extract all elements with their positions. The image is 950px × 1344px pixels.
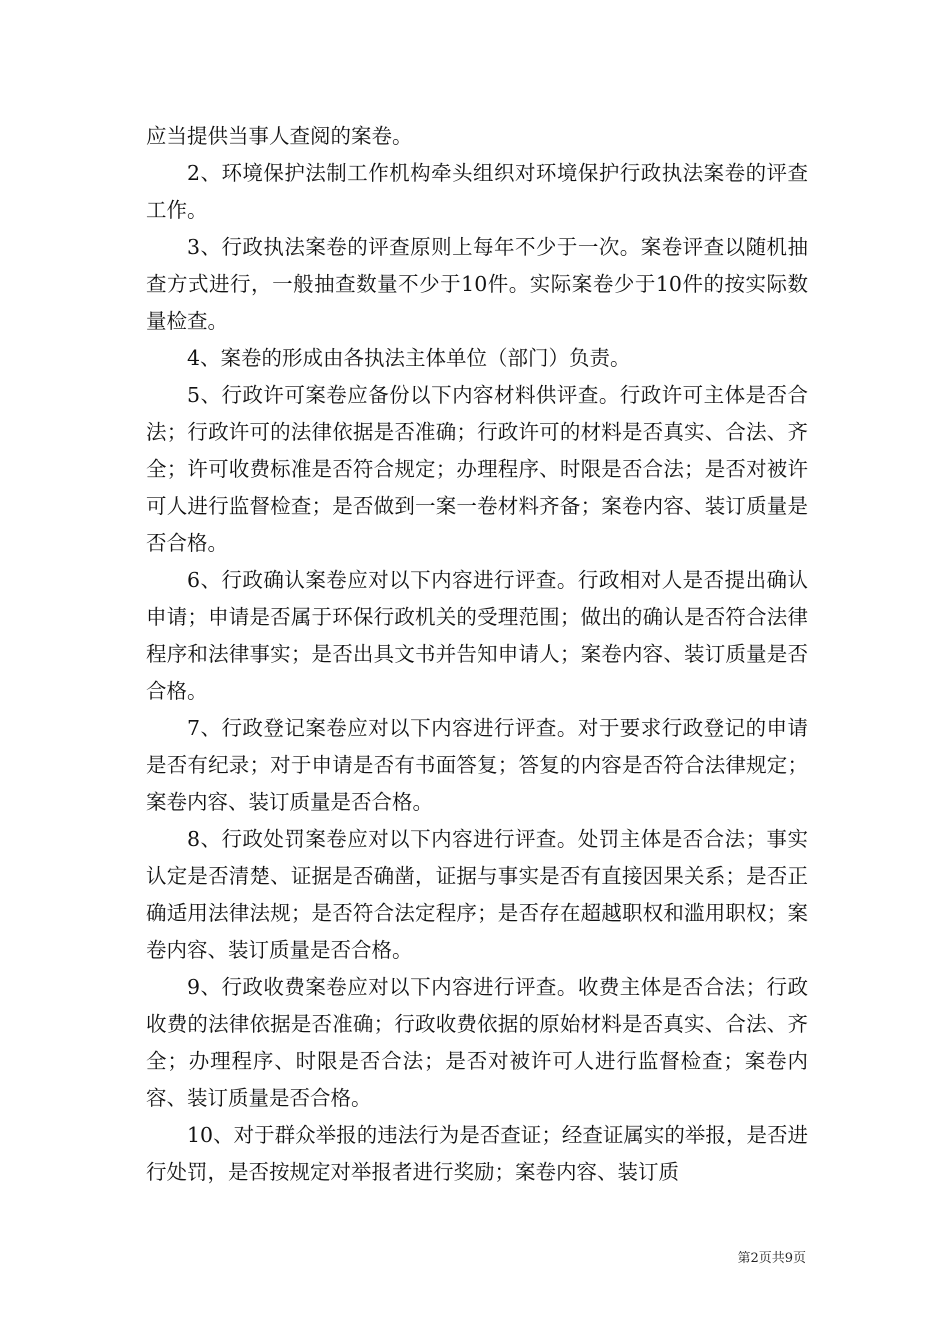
paragraph-item-3: 3、行政执法案卷的评查原则上每年不少于一次。案卷评查以随机抽查方式进行，一般抽查数量不少于10件。实际案卷少于10件的按实际数量检查。 [146,235,808,333]
paragraph-item-8: 8、行政处罚案卷应对以下内容进行评查。处罚主体是否合法；事实认定是否清楚、证据是否确凿，证据与事实是否有直接因果关系；是否正确适用法律法规；是否符合法定程序；是否存在超越职权和滥用职权；案卷内容、装订质量是否合格。 [146,827,808,962]
paragraph-item-2: 2、环境保护法制工作机构牵头组织对环境保护行政执法案卷的评查工作。 [146,161,808,222]
paragraph-item-9: 9、行政收费案卷应对以下内容进行评查。收费主体是否合法；行政收费的法律依据是否准确；行政收费依据的原始材料是否真实、合法、齐全；办理程序、时限是否合法；是否对被许可人进行监督检查；案卷内容、装订质量是否合格。 [146,975,808,1110]
paragraph-item-6: 6、行政确认案卷应对以下内容进行评查。行政相对人是否提出确认申请；申请是否属于环保行政机关的受理范围；做出的确认是否符合法律程序和法律事实；是否出具文书并告知申请人；案卷内容、装订质量是否合格。 [146,568,808,703]
paragraph-item-4: 4、案卷的形成由各执法主体单位（部门）负责。 [187,346,631,370]
document-body [146,118,808,1191]
page-number: 第2页共9页 [737,1251,806,1266]
paragraph-continuation: 应当提供当事人查阅的案卷。 [146,124,413,148]
paragraph-item-10: 10、对于群众举报的违法行为是否查证；经查证属实的举报，是否进行处罚，是否按规定对举报者进行奖励；案卷内容、装订质 [146,1123,808,1184]
paragraph-item-5: 5、行政许可案卷应备份以下内容材料供评查。行政许可主体是否合法；行政许可的法律依据是否准确；行政许可的材料是否真实、合法、齐全；许可收费标准是否符合规定；办理程序、时限是否合法；是否对被许可人进行监督检查；是否做到一案一卷材料齐备；案卷内容、装订质量是否合格。 [146,383,808,555]
paragraph-item-7: 7、行政登记案卷应对以下内容进行评查。对于要求行政登记的申请是否有纪录；对于申请是否有书面答复；答复的内容是否符合法律规定；案卷内容、装订质量是否合格。 [146,716,808,814]
